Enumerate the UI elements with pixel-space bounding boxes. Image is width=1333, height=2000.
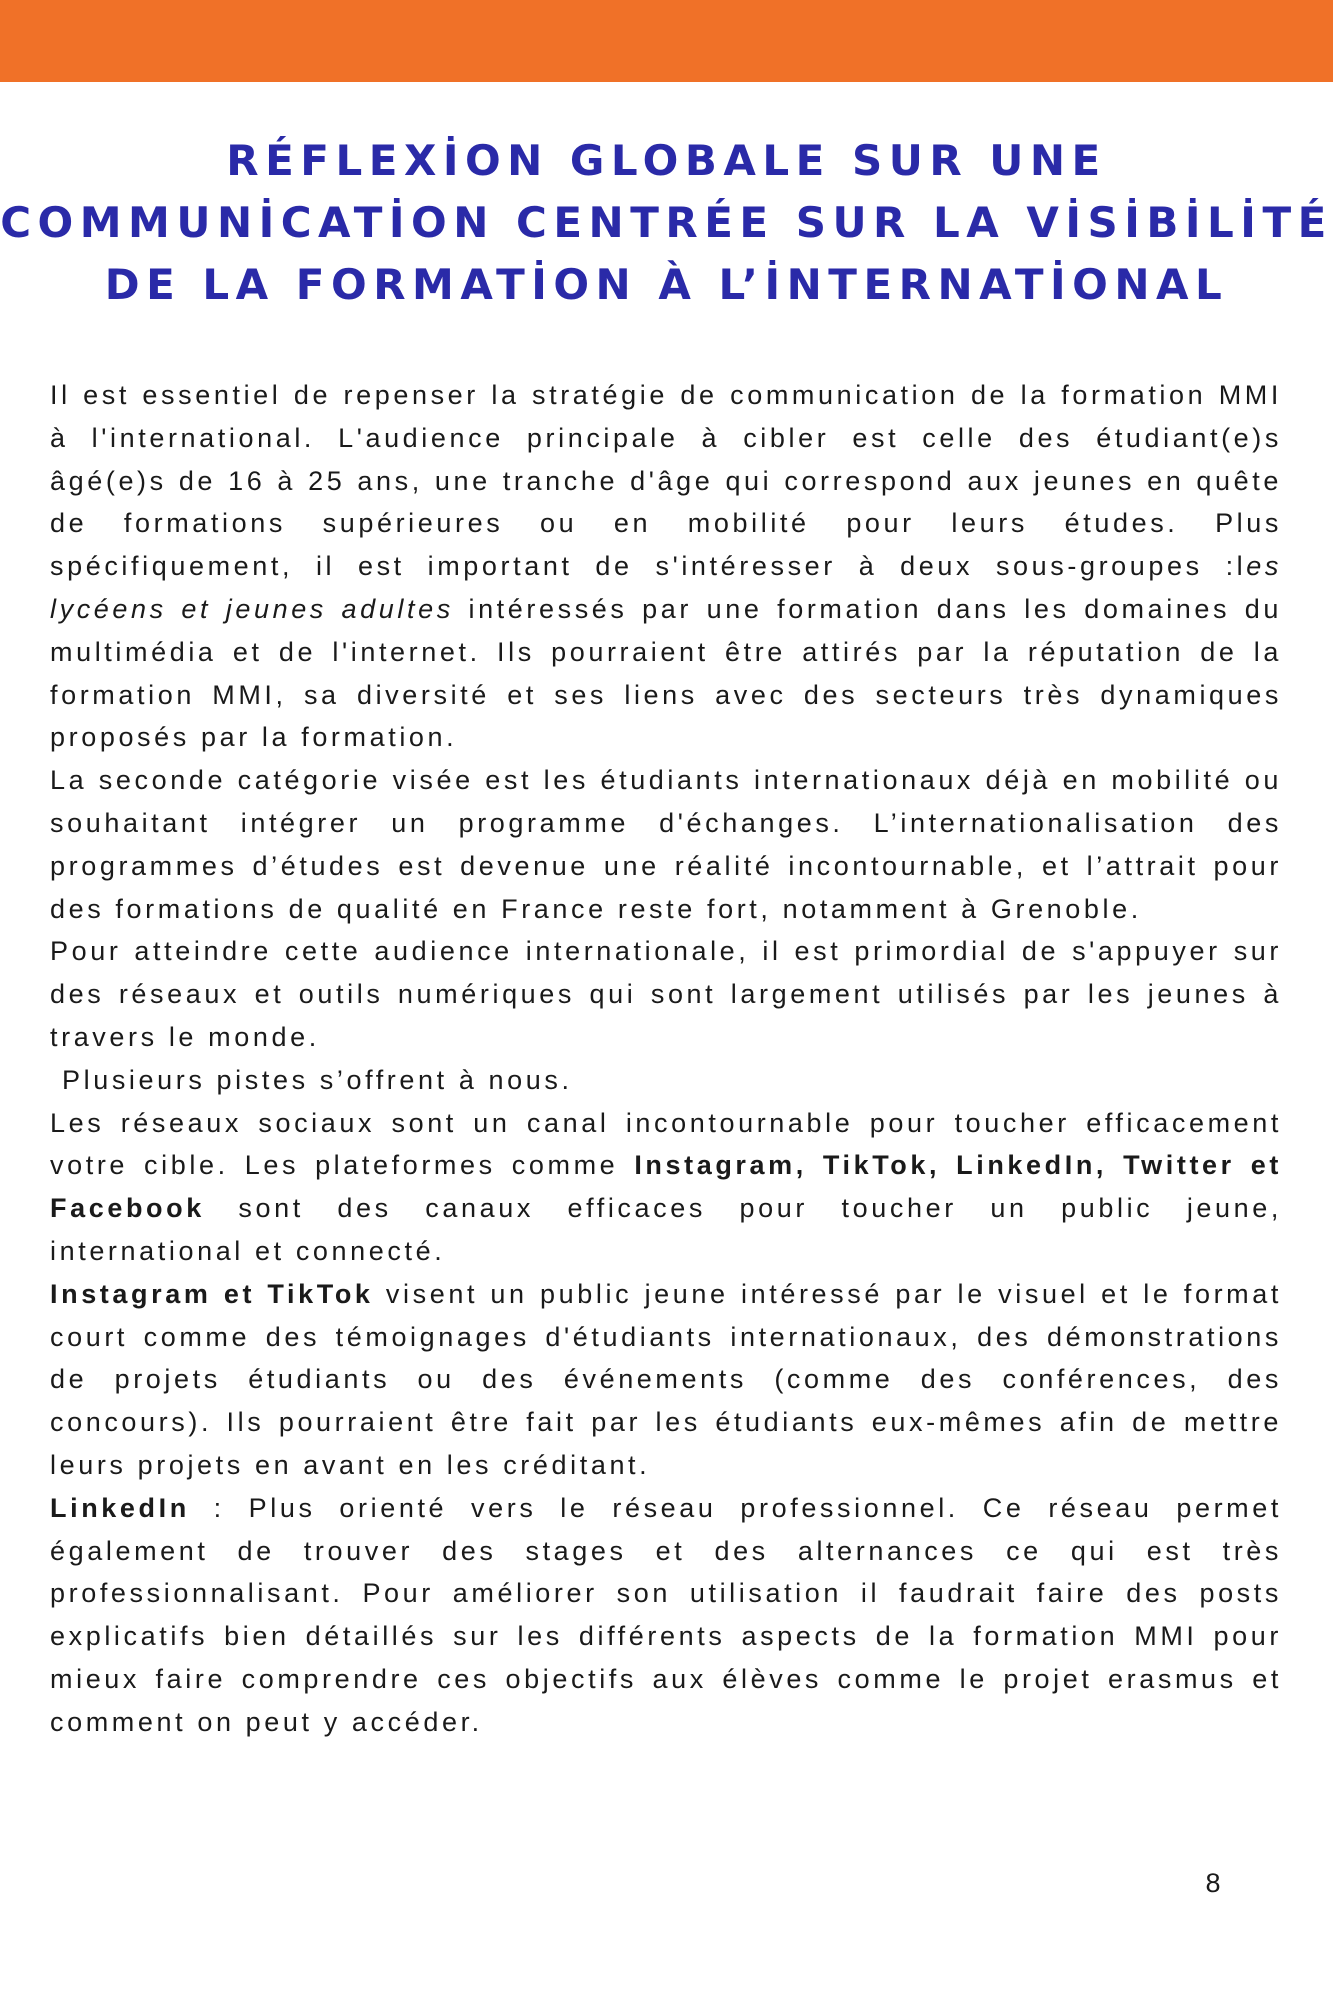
title-line: RÉFLEXİON GLOBALE SUR UNE xyxy=(226,136,1107,185)
page-number: 8 xyxy=(1205,1868,1221,1898)
header-band xyxy=(0,0,1333,82)
bold-linkedin: LinkedIn xyxy=(50,1492,190,1523)
title-line: COMMUNİCATİON CENTRÉE SUR LA VİSİBİLİTÉ xyxy=(0,198,1333,247)
paragraph-audience: Il est essentiel de repenser la stratégie de communication de la formation MMI à l'international. L'audience principale à cibler est celle des étudiant(e)s âgé(e)s de 16 à 25 ans, une tranche d'âge qui correspond aux jeunes en quête de formations supérieures ou en mobilité pour leurs études. Plus spécifiquement, il est important de s'intéresser à deux sous-groupes :les lycéens et jeunes adultes intéressés par une formation dans les domaines du multimédia et de l'internet. Ils pourraient être attirés par la réputation de la formation MMI, sa diversité et ses liens avec des secteurs très dynamiques proposés par la formation. xyxy=(50,380,1282,753)
title-line: DE LA FORMATİON À L’İNTERNATİONAL xyxy=(104,260,1229,309)
bold-instagram-tiktok: Instagram et TikTok xyxy=(50,1278,374,1309)
bold-platforms: Instagram, TikTok, LinkedIn, Twitter et Facebook xyxy=(50,1150,1282,1224)
paragraph-pistes: Plusieurs pistes s’offrent à nous. xyxy=(62,1064,573,1095)
paragraph-international-students: La seconde catégorie visée est les étudiants internationaux déjà en mobilité ou souhaitant intégrer un programme d'échanges. L’internationalisation des programmes d’études est devenue une réalité incontournable, et l’attrait pour des formations de qualité en France reste fort, notamment à Grenoble. xyxy=(50,765,1282,924)
italic-phrase: es lycéens et jeunes adultes xyxy=(50,551,1282,624)
body-text xyxy=(50,374,1282,1744)
paragraph-linkedin: LinkedIn : Plus orienté vers le réseau professionnel. Ce réseau permet également de trouver des stages et des alternances ce qui est très professionnalisant. Pour améliorer son utilisation il faudrait faire des posts explicatifs bien détaillés sur les différents aspects de la formation MMI pour mieux faire comprendre ces objectifs aux élèves comme le projet erasmus et comment on peut y accéder. xyxy=(50,1492,1282,1737)
paragraph-instagram-tiktok: Instagram et TikTok visent un public jeune intéressé par le visuel et le format court comme des témoignages d'étudiants internationaux, des démonstrations de projets étudiants ou des événements (comme des conférences, des concours). Ils pourraient être fait par les étudiants eux-mêmes afin de mettre leurs projets en avant en les créditant. xyxy=(50,1278,1282,1480)
paragraph-digital-tools: Pour atteindre cette audience internationale, il est primordial de s'appuyer sur des réseaux et outils numériques qui sont largement utilisés par les jeunes à travers le monde. xyxy=(50,936,1282,1052)
page-title xyxy=(0,130,1333,316)
paragraph-social-networks: Les réseaux sociaux sont un canal incontournable pour toucher efficacement votre cible. Les plateformes comme Instagram, TikTok, LinkedIn, Twitter et Facebook sont des canaux efficaces pour toucher un public jeune, international et connecté. xyxy=(50,1107,1282,1266)
